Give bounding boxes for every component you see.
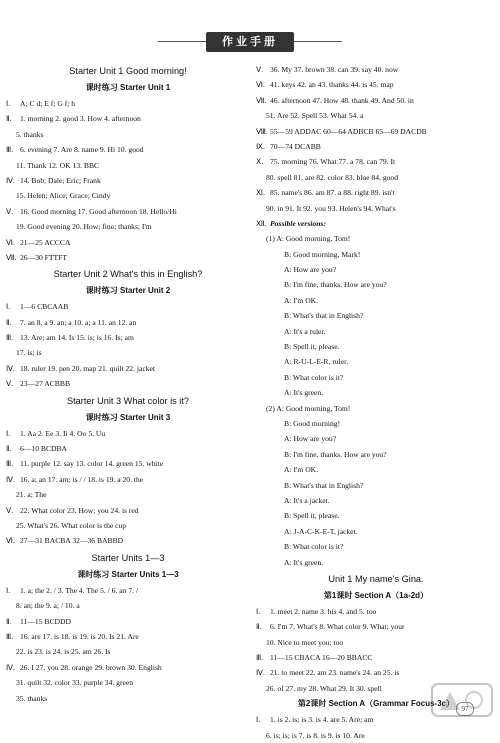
answer-line: [256, 524, 496, 539]
answer-text: A: How are you?: [284, 265, 337, 275]
answer-text: A: I'm OK.: [284, 295, 319, 305]
left-column: [6, 62, 250, 706]
answer-text: 31. quilt 32. color 33. purple 34. green: [16, 678, 134, 688]
section-title: Starter Unit 3 What color is it?: [66, 395, 190, 406]
answer-line: [256, 201, 496, 216]
answer-text: 26. of 27. my 28. What 29. It 30. spell: [266, 683, 382, 693]
question-number: Ⅲ.: [6, 333, 14, 343]
answer-line: [6, 315, 250, 330]
question-number: Ⅳ.: [6, 175, 15, 185]
question-number: Ⅱ.: [256, 622, 262, 632]
answer-text: 25. What's 26. What color is the cup: [16, 520, 127, 530]
answer-text: 21. to meet 22. am 23. name's 24. an 25. is: [270, 668, 400, 678]
question-number: Ⅱ.: [6, 114, 12, 124]
page-number: 97: [456, 702, 474, 716]
question-number: Ⅺ.: [256, 188, 265, 198]
answer-text: B: What color is it?: [284, 372, 344, 382]
answer-line: [6, 441, 250, 456]
answer-text: A: It's green.: [284, 557, 324, 567]
answer-line: [6, 250, 250, 265]
answer-text: 22. What color 23. How; you 24. is red: [20, 505, 139, 515]
answer-line: [256, 478, 496, 493]
answer-text: (1) A: Good morning, Tom!: [266, 234, 351, 244]
answer-line: [6, 173, 250, 188]
question-number: Ⅳ.: [6, 474, 15, 484]
answer-text: B: Spell it, please.: [284, 511, 340, 521]
section-title: Unit 1 My name's Gina.: [328, 573, 424, 584]
answer-text: 1. is 2. is; is 3. is 4. are 5. Are; am: [270, 715, 374, 725]
section-title: Starter Unit 2 What's this in English?: [53, 269, 203, 280]
answer-line: [256, 462, 496, 477]
answer-text: A: It's a ruler.: [284, 326, 326, 336]
question-number: Ⅵ.: [6, 237, 15, 247]
answer-text: 80. spell 81. are 82. color 83. blue 84. good: [266, 172, 399, 182]
answer-text: B: Spell it, please.: [284, 342, 340, 352]
subsection-title: 课时练习 Starter Unit 2: [85, 286, 171, 296]
question-number: Ⅰ.: [6, 302, 11, 312]
question-number: Ⅳ.: [6, 662, 15, 672]
answer-text: 8. an; the 9. a; / 10. a: [16, 601, 80, 611]
answer-text: 35. thanks: [16, 693, 48, 703]
answer-line: [256, 431, 496, 446]
answer-line: [6, 127, 250, 142]
answer-line: [6, 376, 250, 391]
answer-text: B: I'm fine, thanks. How are you?: [284, 449, 387, 459]
question-number: Ⅵ.: [256, 80, 265, 90]
answer-line: [6, 299, 250, 314]
question-number: Ⅴ.: [6, 379, 14, 389]
answer-line: [6, 188, 250, 203]
answer-text: 90. in 91. It 92. you 93. Helen's 94. What's: [266, 203, 396, 213]
answer-line: [6, 330, 250, 345]
possible-versions-label: Possible versions:: [270, 218, 326, 228]
answer-text: B: Good morning, Mark!: [284, 249, 361, 259]
answer-line: [6, 96, 250, 111]
answer-line: [256, 247, 496, 262]
page-header: [0, 30, 500, 54]
answer-line: [256, 77, 496, 92]
answer-text: 11—15 BCDDD: [20, 616, 71, 626]
answer-line: [6, 660, 250, 675]
answer-text: 16. Good morning 17. Good afternoon 18. Hello/Hi: [20, 206, 177, 216]
answer-text: 46. afternoon 47. How 48. thank 49. And 50. in: [270, 95, 414, 105]
question-number: Ⅴ.: [6, 505, 14, 515]
answer-line: [256, 493, 496, 508]
answer-text: 11. purple 12. say 13. color 14. green 15. white: [20, 459, 164, 469]
section-title: Starter Unit 1 Good morning!: [69, 66, 187, 76]
answer-line: [6, 219, 250, 234]
answer-line: [256, 728, 496, 743]
question-number: Ⅹ.: [256, 157, 264, 167]
answer-line: [256, 555, 496, 570]
answer-line: [6, 487, 250, 502]
right-column: [256, 62, 496, 743]
answer-text: 7. an 8. a 9. an; a 10. a; a 11. an 12. an: [20, 317, 137, 327]
answer-text: A: How are you?: [284, 434, 337, 444]
answer-text: 85. name's 86. am 87. a 88. right 89. isn't: [270, 188, 395, 198]
answer-line: [6, 691, 250, 706]
question-number: Ⅷ.: [256, 126, 268, 136]
answer-text: B: What's that in English?: [284, 480, 364, 490]
question-number: Ⅰ.: [6, 428, 11, 438]
answer-line: [256, 124, 496, 139]
answer-line: [256, 385, 496, 400]
question-number: Ⅰ.: [256, 715, 261, 725]
answer-text: 23—27 ACBBB: [20, 379, 71, 389]
answer-line: [6, 503, 250, 518]
question-number: Ⅸ.: [256, 141, 265, 151]
answer-text: 36. My 37. brown 38. can 39. say 40. now: [270, 65, 399, 74]
answer-text: 55—59 ADDAC 60—64 ADBCB 65—69 DACDB: [270, 126, 427, 136]
answer-text: 15. Helen; Alice; Grace; Cindy: [16, 191, 111, 201]
question-number: Ⅱ.: [6, 444, 12, 454]
answer-text: A: J-A-C-K-E-T, jacket.: [284, 526, 358, 536]
question-number: Ⅰ.: [256, 606, 261, 616]
answer-line: [256, 262, 496, 277]
answer-line: [256, 619, 496, 634]
answer-line: [256, 447, 496, 462]
answer-line: [256, 635, 496, 650]
question-number: Ⅳ.: [6, 363, 15, 373]
answer-line: [256, 354, 496, 369]
question-number: Ⅴ.: [6, 206, 14, 216]
answer-line: [6, 533, 250, 548]
answer-text: B: Good morning!: [284, 418, 341, 428]
answer-text: 6. I'm 7. What's 8. What color 9. What; your: [270, 622, 405, 632]
answer-text: 26. I 27. you 28. orange 29. brown 30. English: [20, 662, 162, 672]
question-number: Ⅲ.: [6, 145, 14, 155]
answer-line: [6, 518, 250, 533]
answer-text: 1. meet 2. name 3. his 4. and 5. too: [270, 606, 377, 616]
answer-line: [256, 62, 496, 77]
question-number: Ⅲ.: [6, 459, 14, 469]
answer-text: 5. thanks: [16, 129, 44, 139]
answer-line: [256, 308, 496, 323]
answer-line: [6, 426, 250, 441]
answer-line: [6, 456, 250, 471]
question-number: Ⅰ.: [6, 585, 11, 595]
answer-text: 6. is; is; is 7. is 8. is 9. is 10. Are: [266, 730, 365, 740]
answer-line: [256, 604, 496, 619]
answer-line: [256, 154, 496, 169]
subsection-title: 课时练习 Starter Unit 3: [85, 412, 171, 422]
answer-line: [256, 416, 496, 431]
answer-text: 21. a; The: [16, 490, 47, 500]
section-title: Starter Units 1—3: [91, 552, 165, 563]
answer-text: 6. evening 7. Are 8. name 9. Hi 10. good: [20, 145, 144, 155]
answer-text: 70—74 DCABB: [270, 141, 321, 151]
question-number: Ⅶ.: [256, 95, 267, 105]
question-number: Ⅶ.: [6, 252, 17, 262]
answer-line: [256, 401, 496, 416]
question-number: Ⅳ.: [256, 668, 265, 678]
subsection-title: 课时练习 Starter Unit 1: [85, 83, 171, 92]
answer-text: 13. Are; am 14. Is 15. is; is 16. Is; am: [20, 333, 134, 343]
subsection-title: 课时练习 Starter Units 1—3: [77, 569, 179, 579]
answer-line: [6, 111, 250, 126]
question-number: Ⅵ.: [6, 536, 15, 546]
answer-line: [6, 598, 250, 613]
answer-text: 51. Are 52. Spell 53. What 54. a: [266, 111, 364, 121]
question-number: Ⅲ.: [6, 631, 14, 641]
answer-text: 1. Aa 2. Ee 3. Ii 4. Oo 5. Uu: [20, 428, 106, 438]
answer-text: 14. Bob; Dale; Eric; Frank: [20, 175, 101, 185]
answer-line: [6, 361, 250, 376]
answer-line: [256, 370, 496, 385]
answer-line: [256, 324, 496, 339]
answer-line: [256, 339, 496, 354]
answer-line: [256, 539, 496, 554]
answer-text: A: It's green.: [284, 388, 324, 398]
answer-text: 10. Nice to meet you; too: [266, 637, 344, 647]
answer-text: A: I'm OK.: [284, 465, 319, 475]
answer-text: 1. morning 2. good 3. How 4. afternoon: [20, 114, 141, 124]
answer-line: [256, 665, 496, 680]
answer-line: [256, 108, 496, 123]
answer-text: A; C d; E f; G f; h: [20, 99, 76, 108]
answer-text: A: R-U-L-E-R, ruler.: [284, 357, 349, 367]
answer-line: [6, 644, 250, 659]
answer-line: [256, 650, 496, 665]
answer-text: (2) A: Good morning, Tom!: [266, 403, 351, 413]
answer-text: 6—10 BCDBA: [20, 444, 68, 454]
question-number: Ⅲ.: [256, 653, 264, 663]
question-number: Ⅻ.: [256, 218, 267, 228]
answer-line: [256, 185, 496, 200]
answer-text: 19. Good evening 20. How; fine; thanks; I'm: [16, 222, 152, 232]
answer-line: [256, 231, 496, 246]
question-number: Ⅱ.: [6, 616, 12, 626]
answer-line: [6, 142, 250, 157]
answer-text: 21—25 ACCCA: [20, 237, 71, 247]
answer-line: [6, 204, 250, 219]
answer-text: 27—31 BACBA 32—36 BABBD: [20, 536, 124, 546]
watermark-logo-icon: [430, 680, 494, 720]
answer-text: B: I'm fine, thanks. How are you?: [284, 280, 387, 290]
answer-line: [6, 472, 250, 487]
answer-text: A: It's a jacket.: [284, 495, 330, 505]
answer-text: 11. Thank 12. OK 13. BBC: [16, 160, 100, 170]
answer-line: [6, 614, 250, 629]
question-number: Ⅰ.: [6, 99, 11, 108]
subsection-title: 第2课时 Section A（Grammar Focus-3c）: [297, 699, 455, 709]
subsection-title: 第1课时 Section A（1a-2d）: [323, 590, 429, 600]
question-number: Ⅱ.: [6, 317, 12, 327]
answer-text: 16. are 17. is 18. is 19. is 20. Is 21. Are: [20, 631, 139, 641]
answer-text: 41. keys 42. an 43. thanks 44. is 45. map: [270, 80, 394, 90]
answer-line: [256, 93, 496, 108]
answer-text: 11—15 CBACA 16—20 BBACC: [270, 653, 373, 663]
answer-text: 18. ruler 19. pen 20. map 21. quilt 22. jacket: [20, 363, 155, 373]
answer-text: 26—30 FTTFT: [20, 252, 68, 262]
answer-line: [256, 277, 496, 292]
answer-text: 75. morning 76. What 77. a 78. can 79. It: [270, 157, 396, 167]
answer-text: 17. is; is: [16, 348, 42, 358]
answer-text: 1—6 CBCAAB: [20, 302, 69, 312]
answer-line: [6, 345, 250, 360]
answer-text: 1. a; the 2. / 3. The 4. The 5. / 6. an 7. /: [20, 585, 139, 595]
answer-text: B: What color is it?: [284, 542, 344, 552]
answer-text: B: What's that in English?: [284, 311, 364, 321]
answer-line: [256, 293, 496, 308]
answer-line: [256, 139, 496, 154]
answer-line: [256, 170, 496, 185]
answer-line: [6, 158, 250, 173]
header-badge: 作业手册: [206, 32, 294, 52]
answer-line: [6, 629, 250, 644]
answer-text: 22. is 23. is 24. is 25. am 26. Is: [16, 647, 111, 657]
answer-line: [256, 216, 496, 231]
answer-line: [256, 508, 496, 523]
answer-text: 16. a; an 17. am; is / / 18. is 19. a 20. the: [20, 474, 144, 484]
answer-line: [6, 583, 250, 598]
answer-line: [6, 235, 250, 250]
question-number: Ⅴ.: [256, 65, 264, 74]
answer-line: [6, 675, 250, 690]
